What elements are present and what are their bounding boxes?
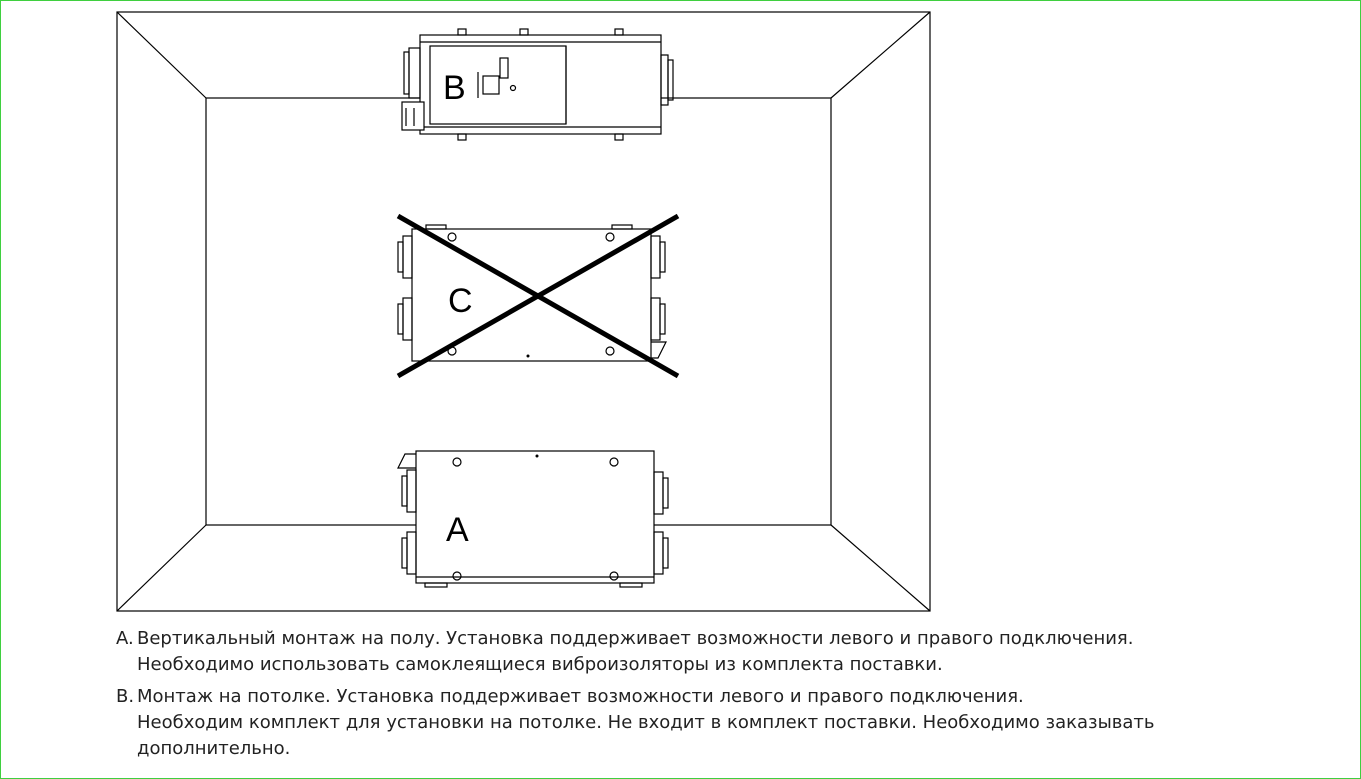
unit-c-forbidden <box>398 216 678 376</box>
note-marker: B. <box>116 686 135 707</box>
note-text: Необходим комплект для установки на потолке. Не входит в комплект поставки. Необходимо заказывать <box>137 712 1155 733</box>
label-a: A <box>446 511 469 549</box>
note-marker: A. <box>116 628 134 649</box>
unit-a-floor <box>398 451 668 587</box>
note-b <box>116 684 1316 762</box>
note-text: дополнительно. <box>137 738 291 759</box>
note-text: Вертикальный монтаж на полу. Установка поддерживает возможности левого и правого подключения. <box>137 628 1134 649</box>
note-text: Необходимо использовать самоклеящиеся виброизоляторы из комплекта поставки. <box>137 654 943 675</box>
note-a <box>116 626 1316 678</box>
note-text: Монтаж на потолке. Установка поддерживает возможности левого и правого подключения. <box>137 686 1024 707</box>
label-c: C <box>448 282 473 320</box>
notes-list <box>116 626 1316 768</box>
label-b: B <box>443 69 466 107</box>
